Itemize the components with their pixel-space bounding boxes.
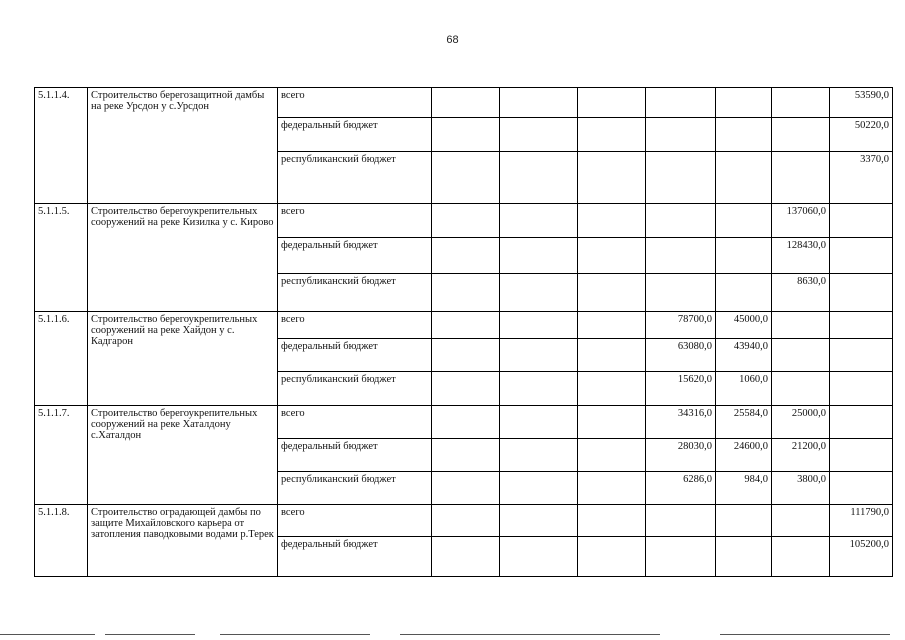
table-row: [35, 88, 893, 118]
amount-cell: [432, 406, 500, 439]
amount-cell: [646, 505, 716, 537]
amount-cell: 63080,0: [646, 339, 716, 372]
amount-cell: [716, 204, 772, 238]
amount-cell: [716, 88, 772, 118]
amount-cell: [646, 238, 716, 274]
amount-cell: [500, 472, 578, 505]
amount-cell: [578, 312, 646, 339]
amount-cell: 45000,0: [716, 312, 772, 339]
funding-source-label: федеральный бюджет: [278, 118, 432, 152]
amount-cell: [500, 274, 578, 312]
funding-source-label: федеральный бюджет: [278, 439, 432, 472]
funding-source-label: федеральный бюджет: [278, 339, 432, 372]
amount-cell: 24600,0: [716, 439, 772, 472]
amount-cell: [500, 88, 578, 118]
amount-cell: [772, 152, 830, 204]
amount-cell: [432, 312, 500, 339]
amount-cell: [646, 118, 716, 152]
amount-cell: [772, 88, 830, 118]
amount-cell: [830, 439, 893, 472]
amount-cell: 21200,0: [772, 439, 830, 472]
amount-cell: [432, 118, 500, 152]
amount-cell: [500, 204, 578, 238]
amount-cell: [578, 152, 646, 204]
amount-cell: [578, 439, 646, 472]
amount-cell: [578, 537, 646, 577]
funding-source-label: республиканский бюджет: [278, 372, 432, 406]
amount-cell: [716, 238, 772, 274]
amount-cell: [578, 88, 646, 118]
amount-cell: [432, 88, 500, 118]
funding-source-label: федеральный бюджет: [278, 537, 432, 577]
amount-cell: [432, 537, 500, 577]
funding-source-label: всего: [278, 312, 432, 339]
amount-cell: [830, 406, 893, 439]
amount-cell: [578, 472, 646, 505]
item-code: 5.1.1.5.: [35, 204, 88, 312]
amount-cell: [772, 372, 830, 406]
amount-cell: 15620,0: [646, 372, 716, 406]
funding-source-label: всего: [278, 505, 432, 537]
amount-cell: [830, 274, 893, 312]
page-footer-line: [720, 634, 890, 635]
amount-cell: [432, 439, 500, 472]
amount-cell: [830, 204, 893, 238]
amount-cell: [500, 152, 578, 204]
amount-cell: 137060,0: [772, 204, 830, 238]
amount-cell: [830, 339, 893, 372]
item-code: 5.1.1.4.: [35, 88, 88, 204]
page-footer-line: [105, 634, 195, 635]
amount-cell: [772, 505, 830, 537]
amount-cell: [830, 472, 893, 505]
amount-cell: [432, 339, 500, 372]
item-name: Строительство берегоукрепительных сооружений на реке Хаталдону с.Хаталдон: [88, 406, 278, 505]
page-footer-line: [0, 634, 95, 635]
amount-cell: [716, 152, 772, 204]
amount-cell: [500, 505, 578, 537]
amount-cell: [716, 118, 772, 152]
table-row: [35, 204, 893, 238]
funding-source-label: всего: [278, 88, 432, 118]
item-code: 5.1.1.6.: [35, 312, 88, 406]
amount-cell: [716, 505, 772, 537]
item-name: Строительство оградающей дамбы по защите Михайловского карьера от затопления паводковыми водами р.Терек: [88, 505, 278, 577]
amount-cell: [500, 312, 578, 339]
table-row: [35, 312, 893, 339]
amount-cell: 111790,0: [830, 505, 893, 537]
amount-cell: 34316,0: [646, 406, 716, 439]
amount-cell: [578, 274, 646, 312]
amount-cell: [646, 152, 716, 204]
amount-cell: [578, 339, 646, 372]
amount-cell: 25000,0: [772, 406, 830, 439]
amount-cell: [432, 372, 500, 406]
amount-cell: [432, 505, 500, 537]
amount-cell: 8630,0: [772, 274, 830, 312]
funding-source-label: федеральный бюджет: [278, 238, 432, 274]
amount-cell: [646, 274, 716, 312]
item-name: Строительство берегоукрепительных сооружений на реке Кизилка у с. Кирово: [88, 204, 278, 312]
amount-cell: [830, 372, 893, 406]
item-name: Строительство берегоукрепительных сооружений на реке Хайдон у с. Кадгарон: [88, 312, 278, 406]
amount-cell: [500, 439, 578, 472]
budget-table: [34, 87, 893, 577]
funding-source-label: всего: [278, 406, 432, 439]
item-name: Строительство берегозащитной дамбы на реке Урсдон у с.Урсдон: [88, 88, 278, 204]
page-footer-line: [220, 634, 370, 635]
table-row: [35, 505, 893, 537]
amount-cell: 53590,0: [830, 88, 893, 118]
amount-cell: [830, 312, 893, 339]
amount-cell: [646, 537, 716, 577]
amount-cell: 3800,0: [772, 472, 830, 505]
amount-cell: 105200,0: [830, 537, 893, 577]
amount-cell: [500, 372, 578, 406]
amount-cell: [500, 238, 578, 274]
amount-cell: [578, 372, 646, 406]
item-code: 5.1.1.8.: [35, 505, 88, 577]
amount-cell: 128430,0: [772, 238, 830, 274]
amount-cell: [772, 537, 830, 577]
amount-cell: [716, 274, 772, 312]
amount-cell: 50220,0: [830, 118, 893, 152]
table-row: [35, 406, 893, 439]
amount-cell: [500, 406, 578, 439]
amount-cell: 3370,0: [830, 152, 893, 204]
amount-cell: [500, 537, 578, 577]
amount-cell: 28030,0: [646, 439, 716, 472]
funding-source-label: республиканский бюджет: [278, 472, 432, 505]
amount-cell: [716, 537, 772, 577]
amount-cell: [646, 204, 716, 238]
funding-source-label: республиканский бюджет: [278, 152, 432, 204]
amount-cell: [432, 204, 500, 238]
amount-cell: 984,0: [716, 472, 772, 505]
amount-cell: [830, 238, 893, 274]
amount-cell: [772, 339, 830, 372]
page-number: 68: [446, 34, 459, 46]
amount-cell: 25584,0: [716, 406, 772, 439]
amount-cell: [432, 274, 500, 312]
amount-cell: [500, 118, 578, 152]
amount-cell: 43940,0: [716, 339, 772, 372]
amount-cell: [578, 118, 646, 152]
amount-cell: [772, 312, 830, 339]
amount-cell: [578, 406, 646, 439]
item-code: 5.1.1.7.: [35, 406, 88, 505]
amount-cell: 78700,0: [646, 312, 716, 339]
page-footer-line: [400, 634, 660, 635]
amount-cell: [578, 238, 646, 274]
amount-cell: [500, 339, 578, 372]
funding-source-label: республиканский бюджет: [278, 274, 432, 312]
amount-cell: [646, 88, 716, 118]
amount-cell: [578, 204, 646, 238]
amount-cell: 6286,0: [646, 472, 716, 505]
amount-cell: [432, 472, 500, 505]
amount-cell: 1060,0: [716, 372, 772, 406]
amount-cell: [432, 238, 500, 274]
funding-source-label: всего: [278, 204, 432, 238]
amount-cell: [772, 118, 830, 152]
amount-cell: [432, 152, 500, 204]
amount-cell: [578, 505, 646, 537]
